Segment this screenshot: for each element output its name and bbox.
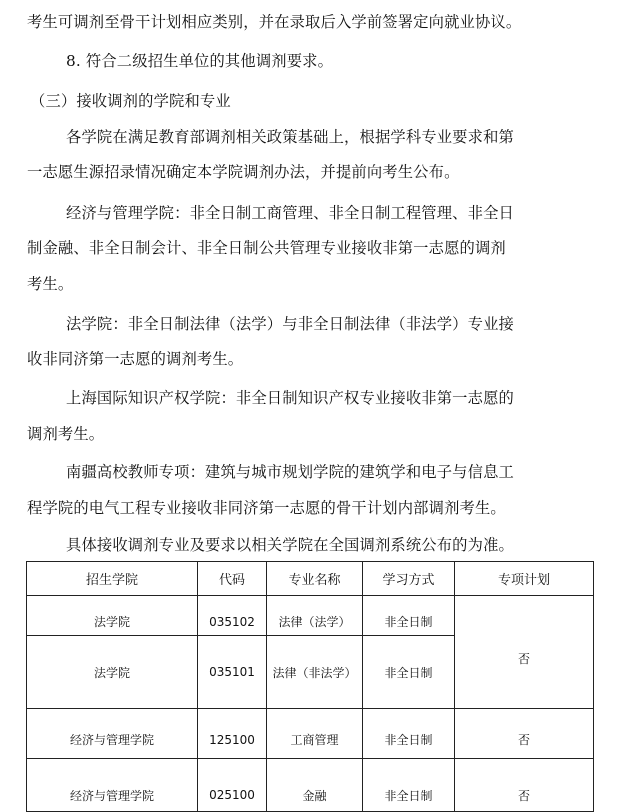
- table-cell: 非全日制: [363, 709, 455, 759]
- paragraph-line: 程学院的电气工程专业接收非同济第一志愿的骨干计划内部调剂考生。: [27, 499, 506, 517]
- table-cell: 035102: [198, 596, 267, 636]
- paragraph-line: 收非同济第一志愿的调剂考生。: [27, 350, 244, 368]
- table-cell: 法学院: [27, 636, 198, 709]
- table-row: [27, 596, 594, 636]
- table-cell: 125100: [198, 709, 267, 759]
- table-cell: 法律（法学）: [267, 596, 363, 636]
- paragraph-line: 各学院在满足教育部调剂相关政策基础上，根据学科专业要求和第: [66, 128, 514, 146]
- admission-table: [26, 561, 594, 812]
- table-cell: 法学院: [27, 596, 198, 636]
- table-cell: 否: [455, 709, 594, 759]
- section-heading: （三）接收调剂的学院和专业: [30, 92, 231, 110]
- paragraph-line: 考生。: [27, 275, 74, 293]
- table-row: [27, 709, 594, 759]
- column-header: 代码: [198, 562, 267, 596]
- table-cell: 025100: [198, 759, 267, 812]
- column-header: 学习方式: [363, 562, 455, 596]
- table-cell: 非全日制: [363, 759, 455, 812]
- table-cell: 非全日制: [363, 636, 455, 709]
- paragraph-line: 具体接收调剂专业及要求以相关学院在全国调剂系统公布的为准。: [66, 536, 514, 554]
- table-cell: 非全日制: [363, 596, 455, 636]
- table-cell: 经济与管理学院: [27, 709, 198, 759]
- paragraph-line: 8. 符合二级招生单位的其他调剂要求。: [66, 52, 334, 70]
- column-header: 专项计划: [455, 562, 594, 596]
- table-cell: 经济与管理学院: [27, 759, 198, 812]
- paragraph-line: 经济与管理学院：非全日制工商管理、非全日制工程管理、非全日: [66, 204, 514, 222]
- table-cell: 法律（非法学）: [267, 636, 363, 709]
- table-cell-merged: 否: [455, 596, 594, 709]
- table-cell: 035101: [198, 636, 267, 709]
- column-header: 专业名称: [267, 562, 363, 596]
- paragraph-line: 一志愿生源招录情况确定本学院调剂办法，并提前向考生公布。: [27, 163, 460, 181]
- table-header-row: [27, 562, 594, 596]
- paragraph-line: 调剂考生。: [27, 425, 105, 443]
- paragraph-line: 法学院：非全日制法律（法学）与非全日制法律（非法学）专业接: [66, 315, 514, 333]
- table-cell: 工商管理: [267, 709, 363, 759]
- table-cell: 否: [455, 759, 594, 812]
- table-row: [27, 759, 594, 812]
- table-cell: 金融: [267, 759, 363, 812]
- paragraph-line: 上海国际知识产权学院：非全日制知识产权专业接收非第一志愿的: [66, 389, 514, 407]
- paragraph-line: 南疆高校教师专项：建筑与城市规划学院的建筑学和电子与信息工: [66, 463, 514, 481]
- column-header: 招生学院: [27, 562, 198, 596]
- paragraph-line: 制金融、非全日制会计、非全日制公共管理专业接收非第一志愿的调剂: [27, 239, 506, 257]
- paragraph-line: 考生可调剂至骨干计划相应类别，并在录取后入学前签署定向就业协议。: [27, 13, 522, 31]
